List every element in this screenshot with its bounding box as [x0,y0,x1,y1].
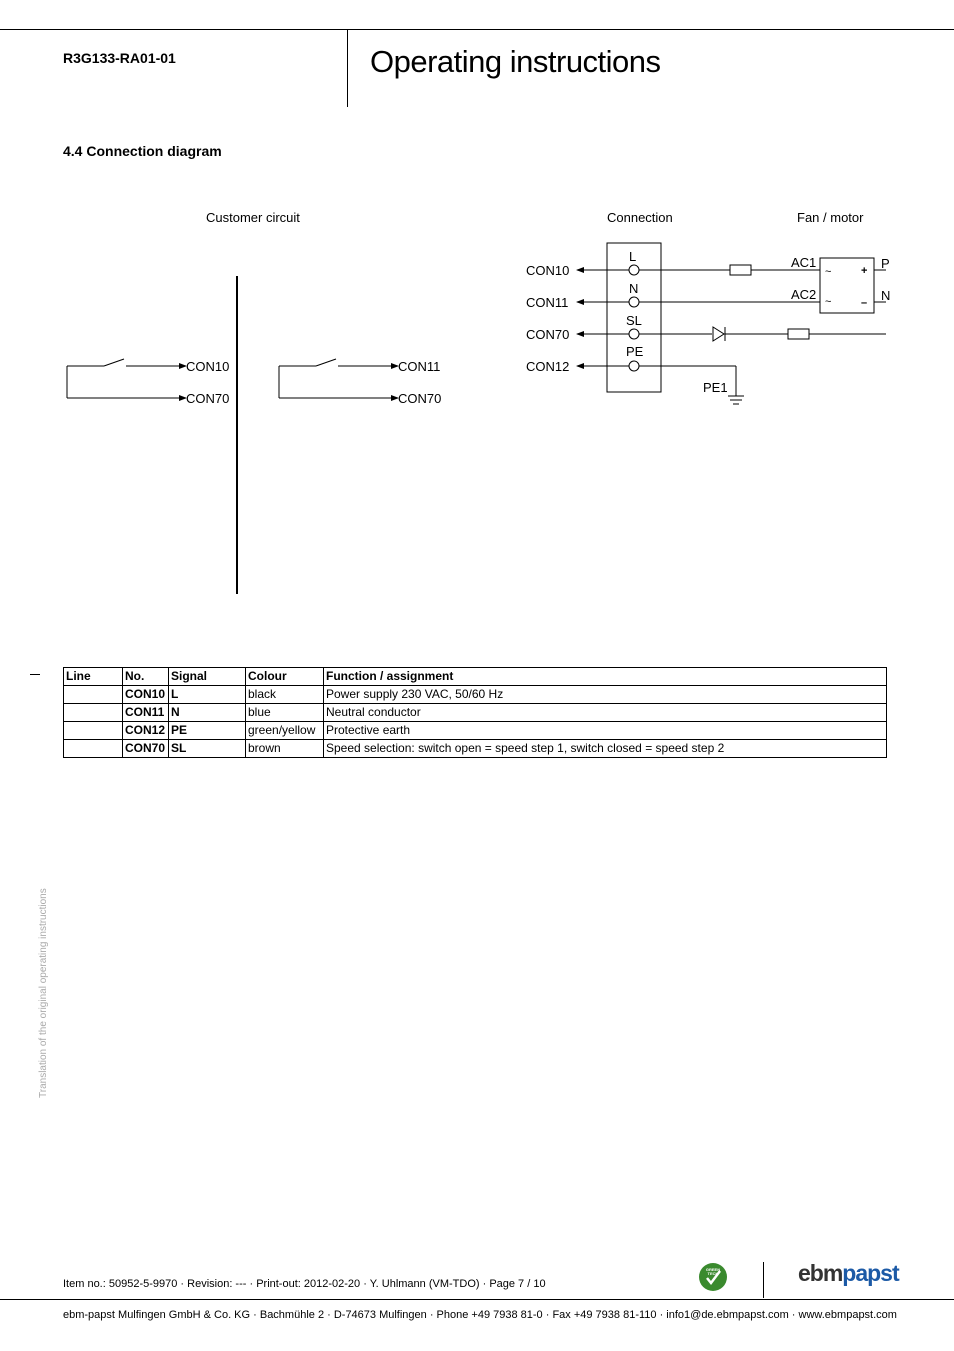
terminal-label: SL [626,313,642,328]
footer-rule [0,1299,954,1300]
rectifier-ac-symbol: ~ [825,296,832,308]
table-header-cell: Line [64,668,123,686]
page-title: Operating instructions [370,44,661,79]
colour-cell: blue [246,704,324,722]
circuit-label: CON10 [186,359,230,374]
customer-circuit-label: Customer circuit [206,210,300,225]
footer-logo-divider [763,1262,764,1298]
fan-motor-label: Fan / motor [797,210,864,225]
no-cell: CON11 [123,704,169,722]
connection-line-label: CON10 [526,263,570,278]
table-row [64,704,887,722]
rectifier-minus-symbol: – [861,297,868,309]
line-SL-wiring [639,327,886,341]
colour-cell: brown [246,740,324,758]
section-heading: 4.4 Connection diagram [63,143,222,159]
no-cell: CON70 [123,740,169,758]
circuit-label: CON11 [398,359,441,374]
signal-cell: PE [169,722,246,740]
motor-output-label: P [881,256,890,271]
function-cell: Speed selection: switch open = speed step 1, switch closed = speed step 2 [324,740,887,758]
no-cell: CON10 [123,686,169,704]
rectifier-ac-symbol: ~ [825,266,832,278]
terminals [626,249,644,371]
table-header-cell: No. [123,668,169,686]
table-header-cell: Colour [246,668,324,686]
connection-line-label: CON12 [526,359,570,374]
badge-text: TECH [707,1271,719,1276]
connection-label: Connection [607,210,673,225]
greentech-badge-icon [698,1262,728,1292]
terminal-label: L [629,249,637,264]
table-row [64,722,887,740]
translation-note: Translation of the original operating instructions [38,888,49,1098]
table-header-row [64,668,887,686]
table-row [64,740,887,758]
footer-meta: Item no.: 50952-5-9970 · Revision: --- · Print-out: 2012-02-20 · Y. Uhlmann (VM-TDO) · Page 7 / 10 [63,1278,546,1290]
connection-line-label: CON70 [526,327,570,342]
document-id: R3G133-RA01-01 [63,50,176,66]
customer-circuit-diagram [0,270,480,600]
circuit-label: CON70 [186,391,230,406]
table-header-cell: Signal [169,668,246,686]
signal-cell: L [169,686,246,704]
connection-arrows [577,270,629,366]
header-divider [347,29,348,107]
badge-text: GREEN [705,1267,721,1272]
signal-cell: SL [169,740,246,758]
logo-papst: papst [842,1260,899,1286]
table-row [64,686,887,704]
function-cell: Neutral conductor [324,704,887,722]
motor-output-label: N [881,288,891,303]
no-cell: CON12 [123,722,169,740]
colour-cell: green/yellow [246,722,324,740]
terminal-label: N [629,281,639,296]
motor-input-label: AC1 [791,255,817,270]
ebmpapst-logo [798,1260,899,1287]
circuit-label: CON70 [398,391,442,406]
line-cell [64,704,123,722]
line-cell [64,686,123,704]
connection-table [63,667,887,758]
footer-company: ebm-papst Mulfingen GmbH & Co. KG · Bachmühle 2 · D-74673 Mulfingen · Phone +49 7938 81-0 · Fax +49 7938 81-110 · info1@de.ebmpapst.com · www.ebmpapst.com [63,1309,897,1321]
header-top-rule [0,29,954,30]
earth-label: PE1 [703,380,728,395]
switch-circuit-2 [279,359,398,398]
rectifier-plus-symbol: + [861,265,868,277]
function-cell: Power supply 230 VAC, 50/60 Hz [324,686,887,704]
signal-cell: N [169,704,246,722]
motor-input-label: AC2 [791,287,817,302]
table-header-cell: Function / assignment [324,668,887,686]
line-cell [64,740,123,758]
colour-cell: black [246,686,324,704]
line-PE-wiring [639,366,744,404]
function-cell: Protective earth [324,722,887,740]
margin-tick [30,674,40,675]
connection-line-label: CON11 [526,295,569,310]
switch-circuit-1 [67,359,186,398]
terminal-label: PE [626,344,644,359]
line-cell [64,722,123,740]
logo-ebm: ebm [798,1260,843,1286]
